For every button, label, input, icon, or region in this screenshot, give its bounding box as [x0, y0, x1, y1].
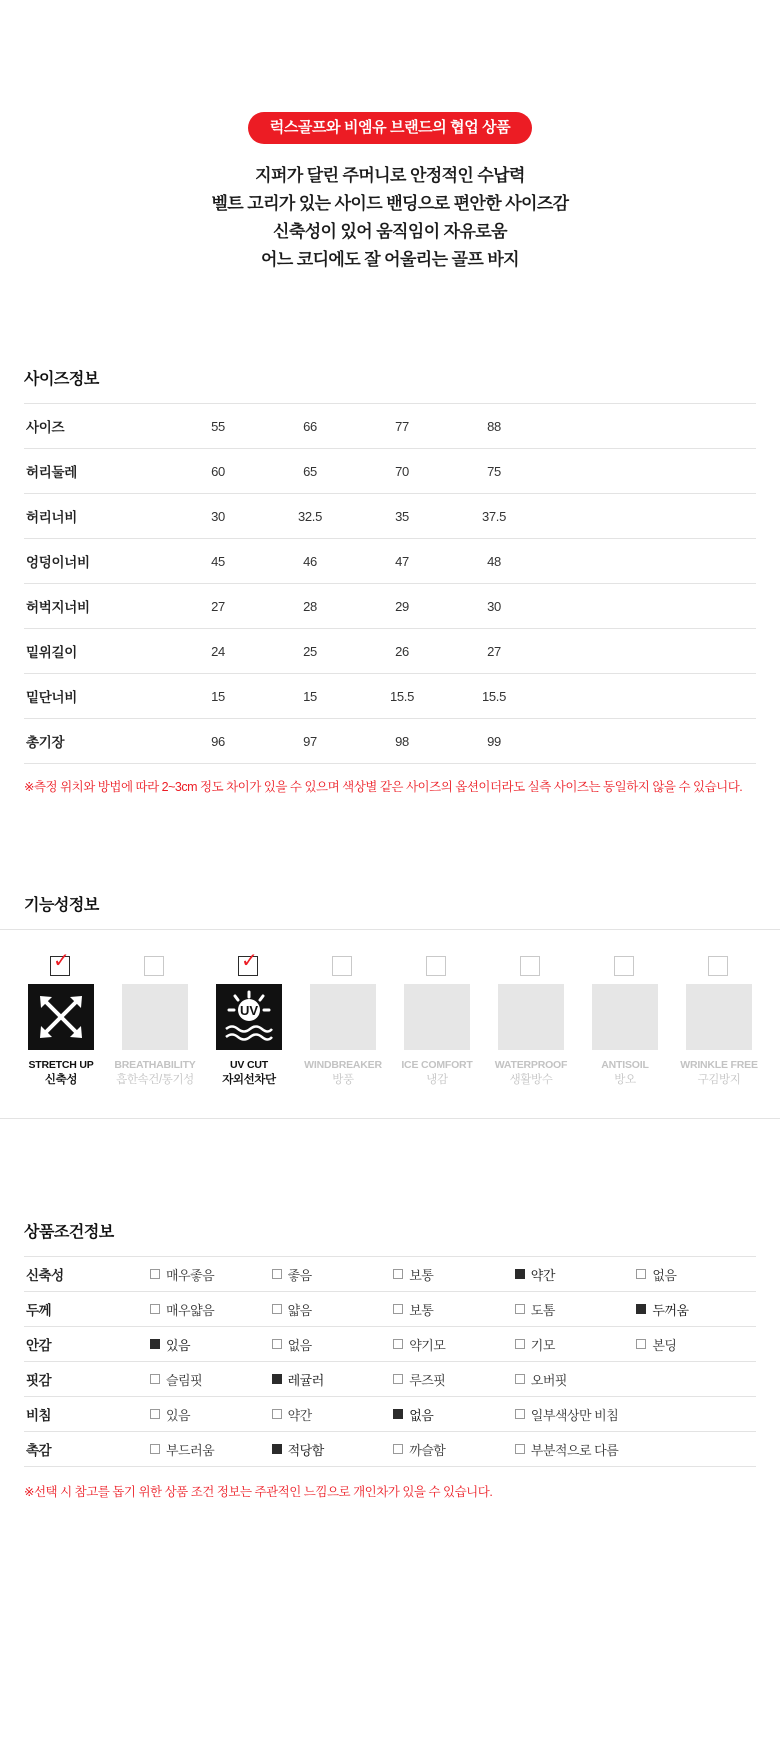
option-cell	[634, 1292, 756, 1327]
option-label: 보통	[409, 1302, 434, 1318]
option-label: 일부색상만 비침	[530, 1407, 619, 1423]
cell: 99	[487, 733, 501, 749]
option-cell	[513, 1362, 635, 1397]
option-label: 슬림핏	[166, 1372, 203, 1388]
option-label: 본딩	[652, 1337, 677, 1353]
table-row	[24, 584, 756, 629]
option-cell	[270, 1257, 392, 1292]
option-cell	[148, 1292, 270, 1327]
option-label: 기모	[530, 1337, 555, 1353]
option-cell	[391, 1397, 513, 1432]
intro-block	[0, 0, 780, 274]
cell: 27	[211, 598, 225, 614]
option-item	[393, 1265, 433, 1284]
intro-line: 벨트 고리가 있는 사이드 밴딩으로 편안한 사이즈감	[211, 194, 569, 213]
checkbox-icon	[393, 1269, 403, 1279]
table-row	[24, 1362, 756, 1397]
checkbox-icon	[272, 1269, 282, 1279]
option-item	[150, 1300, 214, 1319]
row-label: 허리너비	[26, 510, 77, 525]
checkbox-icon	[272, 1304, 282, 1314]
option-cell	[634, 1362, 756, 1397]
cell: 26	[395, 643, 409, 659]
cell: 66	[303, 418, 317, 434]
checkbox-icon	[515, 1304, 525, 1314]
function-label-en: STRETCH UP	[28, 1059, 94, 1071]
cell: 70	[395, 463, 409, 479]
option-item	[515, 1370, 567, 1389]
function-checkbox	[332, 956, 354, 978]
checkbox-icon	[636, 1304, 646, 1314]
option-item	[393, 1370, 445, 1389]
cell: 15	[211, 688, 225, 704]
option-item	[393, 1335, 445, 1354]
option-cell	[513, 1397, 756, 1432]
wrinkle-free-icon	[686, 984, 752, 1050]
option-label: 없음	[287, 1337, 312, 1353]
function-label-en: WATERPROOF	[494, 1059, 568, 1071]
row-label: 밑단너비	[26, 690, 77, 705]
waterproof-icon	[498, 984, 564, 1050]
intro-line: 신축성이 있어 움직임이 자유로움	[273, 222, 507, 241]
antisoil-icon	[592, 984, 658, 1050]
cell: 28	[303, 598, 317, 614]
function-info-title: 기능성정보	[24, 897, 99, 914]
table-row	[24, 674, 756, 719]
option-cell	[148, 1432, 270, 1467]
table-row	[24, 539, 756, 584]
option-item	[272, 1405, 312, 1424]
cell: 27	[487, 643, 501, 659]
function-label-kr: 신축성	[44, 1074, 78, 1086]
cell: 88	[487, 418, 501, 434]
function-checkbox	[520, 956, 542, 978]
checkbox-icon	[515, 1444, 525, 1454]
row-label: 엉덩이너비	[26, 555, 90, 570]
cell-spacer	[540, 674, 756, 719]
cell: 25	[303, 643, 317, 659]
option-item	[150, 1335, 190, 1354]
collab-badge: 럭스골프와 비엠유 브랜드의 협업 상품	[248, 112, 533, 144]
cell: 15.5	[389, 688, 415, 704]
breathability-icon	[122, 984, 188, 1050]
option-label: 레귤러	[287, 1372, 324, 1388]
option-item	[272, 1335, 312, 1354]
option-cell	[513, 1292, 635, 1327]
function-item-ice-comfort	[394, 956, 480, 1088]
option-item	[515, 1405, 619, 1424]
option-label: 없음	[652, 1267, 677, 1283]
option-label: 두꺼움	[652, 1302, 689, 1318]
cell: 46	[303, 553, 317, 569]
cell: 98	[395, 733, 409, 749]
cell: 45	[211, 553, 225, 569]
table-row	[24, 719, 756, 764]
cell-spacer	[540, 629, 756, 674]
checkbox-icon	[636, 1269, 646, 1279]
checkbox-icon	[515, 1269, 525, 1279]
option-item	[515, 1300, 555, 1319]
function-item-windbreaker	[300, 956, 386, 1088]
checkbox-icon	[272, 1339, 282, 1349]
cell: 24	[211, 643, 225, 659]
function-icon-row	[0, 950, 780, 1088]
checkbox-icon	[393, 1339, 403, 1349]
option-label: 루즈핏	[409, 1372, 446, 1388]
option-item	[272, 1265, 312, 1284]
row-label: 두께	[26, 1303, 52, 1318]
option-label: 까슬함	[409, 1442, 446, 1458]
option-item	[150, 1265, 214, 1284]
option-cell	[148, 1257, 270, 1292]
option-label: 얇음	[287, 1302, 312, 1318]
option-cell	[148, 1362, 270, 1397]
table-row	[24, 494, 756, 539]
cell: 35	[395, 508, 409, 524]
option-label: 없음	[409, 1407, 434, 1423]
intro-description	[0, 162, 780, 274]
cell: 97	[303, 733, 317, 749]
function-checkbox	[708, 956, 730, 978]
checkbox-icon	[150, 1374, 160, 1384]
table-row	[24, 404, 756, 449]
function-label-kr: 방풍	[332, 1074, 354, 1086]
row-label: 허벅지너비	[26, 600, 90, 615]
checkbox-icon	[150, 1304, 160, 1314]
function-checkbox: ✓	[50, 956, 72, 978]
cell: 77	[395, 418, 409, 434]
row-label: 안감	[26, 1338, 52, 1353]
cell-spacer	[540, 539, 756, 584]
option-cell	[513, 1432, 756, 1467]
option-cell	[391, 1362, 513, 1397]
option-cell	[270, 1292, 392, 1327]
table-row	[24, 449, 756, 494]
row-label: 비침	[26, 1408, 52, 1423]
checkbox-icon	[636, 1339, 646, 1349]
condition-note: ※선택 시 참고를 돕기 위한 상품 조건 정보는 주관적인 느낌으로 개인차가 있을 수 있습니다.	[24, 1485, 493, 1499]
intro-line: 어느 코디에도 잘 어울리는 골프 바지	[261, 250, 519, 269]
option-item	[515, 1440, 619, 1459]
option-label: 약간	[530, 1267, 555, 1283]
option-item	[636, 1335, 676, 1354]
option-label: 좋음	[287, 1267, 312, 1283]
function-label-kr: 구김방지	[697, 1074, 741, 1086]
option-label: 도톰	[530, 1302, 555, 1318]
row-label: 촉감	[26, 1443, 52, 1458]
cell: 32.5	[297, 508, 323, 524]
cell-spacer	[540, 584, 756, 629]
cell: 48	[487, 553, 501, 569]
option-label: 있음	[166, 1407, 191, 1423]
cell: 47	[395, 553, 409, 569]
checkbox-icon	[150, 1339, 160, 1349]
option-item	[272, 1300, 312, 1319]
option-label: 적당함	[287, 1442, 324, 1458]
function-label-kr: 흡한속건/통기성	[116, 1074, 194, 1086]
function-checkbox: ✓	[238, 956, 260, 978]
condition-info-title: 상품조건정보	[24, 1224, 114, 1241]
option-cell	[148, 1397, 270, 1432]
function-checkbox	[614, 956, 636, 978]
function-info-section	[0, 892, 780, 1119]
function-label-en: ICE COMFORT	[401, 1059, 473, 1071]
cell: 65	[303, 463, 317, 479]
row-label: 신축성	[26, 1268, 64, 1283]
function-label-en: BREATHABILITY	[114, 1059, 196, 1071]
table-row	[24, 1397, 756, 1432]
size-note: ※측정 위치와 방법에 따라 2~3cm 정도 차이가 있을 수 있으며 색상별 같은 사이즈의 옵션이더라도 실측 사이즈는 동일하지 않을 수 있습니다.	[24, 780, 743, 794]
function-label-kr: 방오	[614, 1074, 636, 1086]
checkbox-icon	[515, 1374, 525, 1384]
row-label: 사이즈	[26, 420, 65, 435]
option-label: 약간	[287, 1407, 312, 1423]
option-item	[150, 1440, 214, 1459]
option-cell	[634, 1327, 756, 1362]
function-label-en: WRINKLE FREE	[680, 1059, 758, 1071]
checkbox-icon	[272, 1409, 282, 1419]
row-label: 허리둘레	[26, 465, 77, 480]
option-item	[515, 1265, 555, 1284]
option-label: 보통	[409, 1267, 434, 1283]
function-item-waterproof	[488, 956, 574, 1088]
option-cell	[270, 1327, 392, 1362]
function-label-en: WINDBREAKER	[304, 1059, 382, 1071]
condition-table	[24, 1256, 756, 1467]
checkbox-icon	[393, 1444, 403, 1454]
option-item	[515, 1335, 555, 1354]
option-cell	[391, 1292, 513, 1327]
intro-line: 지퍼가 달린 주머니로 안정적인 수납력	[255, 166, 525, 185]
function-label-kr: 자외선차단	[222, 1074, 276, 1086]
windbreaker-icon	[310, 984, 376, 1050]
option-item	[393, 1440, 445, 1459]
function-label-en: UV CUT	[230, 1059, 268, 1071]
option-label: 매우얇음	[166, 1302, 215, 1318]
cell: 37.5	[481, 508, 507, 524]
table-row	[24, 1327, 756, 1362]
option-item	[150, 1405, 190, 1424]
cell: 60	[211, 463, 225, 479]
option-cell	[270, 1432, 392, 1467]
checkbox-icon	[150, 1444, 160, 1454]
checkbox-icon	[515, 1339, 525, 1349]
table-row	[24, 1257, 756, 1292]
uv-cut-icon	[216, 984, 282, 1050]
option-cell	[270, 1362, 392, 1397]
size-info-section	[0, 366, 780, 796]
function-label-en: ANTISOIL	[601, 1059, 649, 1071]
checkbox-icon	[150, 1269, 160, 1279]
option-item	[636, 1265, 676, 1284]
table-row	[24, 1292, 756, 1327]
option-cell	[391, 1327, 513, 1362]
option-item	[272, 1440, 324, 1459]
option-item	[393, 1405, 433, 1424]
checkbox-icon	[150, 1409, 160, 1419]
function-item-stretch-up	[18, 950, 104, 1088]
table-row	[24, 629, 756, 674]
checkbox-icon	[272, 1374, 282, 1384]
checkbox-icon	[393, 1304, 403, 1314]
option-item	[150, 1370, 202, 1389]
cell: 55	[211, 418, 225, 434]
cell-spacer	[540, 404, 756, 449]
option-label: 약기모	[409, 1337, 446, 1353]
checkbox-icon	[393, 1409, 403, 1419]
option-label: 부드러움	[166, 1442, 215, 1458]
checkbox-icon	[272, 1444, 282, 1454]
cell-spacer	[540, 719, 756, 764]
option-label: 매우좋음	[166, 1267, 215, 1283]
cell: 75	[487, 463, 501, 479]
function-checkbox	[426, 956, 448, 978]
size-table	[24, 403, 756, 764]
function-item-breathability	[112, 956, 198, 1088]
option-label: 부분적으로 다름	[530, 1442, 619, 1458]
option-cell	[270, 1397, 392, 1432]
row-label: 밑위길이	[26, 645, 77, 660]
function-item-uv-cut	[206, 950, 292, 1088]
cell: 96	[211, 733, 225, 749]
option-cell	[513, 1327, 635, 1362]
option-cell	[391, 1257, 513, 1292]
cell: 29	[395, 598, 409, 614]
option-item	[393, 1300, 433, 1319]
cell: 30	[487, 598, 501, 614]
cell: 15	[303, 688, 317, 704]
option-cell	[391, 1432, 513, 1467]
function-label-kr: 냉감	[426, 1074, 448, 1086]
row-label: 총기장	[26, 735, 65, 750]
option-cell	[513, 1257, 635, 1292]
cell: 30	[211, 508, 225, 524]
ice-comfort-icon	[404, 984, 470, 1050]
size-info-title: 사이즈정보	[24, 371, 99, 388]
option-cell	[634, 1257, 756, 1292]
function-checkbox	[144, 956, 166, 978]
function-icon-row-wrap	[0, 929, 780, 1119]
svg-text:UV: UV	[239, 1003, 259, 1018]
option-cell	[148, 1327, 270, 1362]
function-item-antisoil	[582, 956, 668, 1088]
option-label: 오버핏	[530, 1372, 567, 1388]
function-item-wrinkle-free	[676, 956, 762, 1088]
condition-info-section	[0, 1219, 780, 1501]
function-label-kr: 생활방수	[509, 1074, 553, 1086]
cell-spacer	[540, 449, 756, 494]
checkbox-icon	[393, 1374, 403, 1384]
option-item	[272, 1370, 324, 1389]
cell: 15.5	[481, 688, 507, 704]
checkbox-icon	[515, 1409, 525, 1419]
cell-spacer	[540, 494, 756, 539]
row-label: 핏감	[26, 1373, 52, 1388]
stretch-up-icon	[28, 984, 94, 1050]
page-bottom-spacer	[0, 1501, 780, 1611]
table-row	[24, 1432, 756, 1467]
option-label: 있음	[166, 1337, 191, 1353]
option-item	[636, 1300, 688, 1319]
